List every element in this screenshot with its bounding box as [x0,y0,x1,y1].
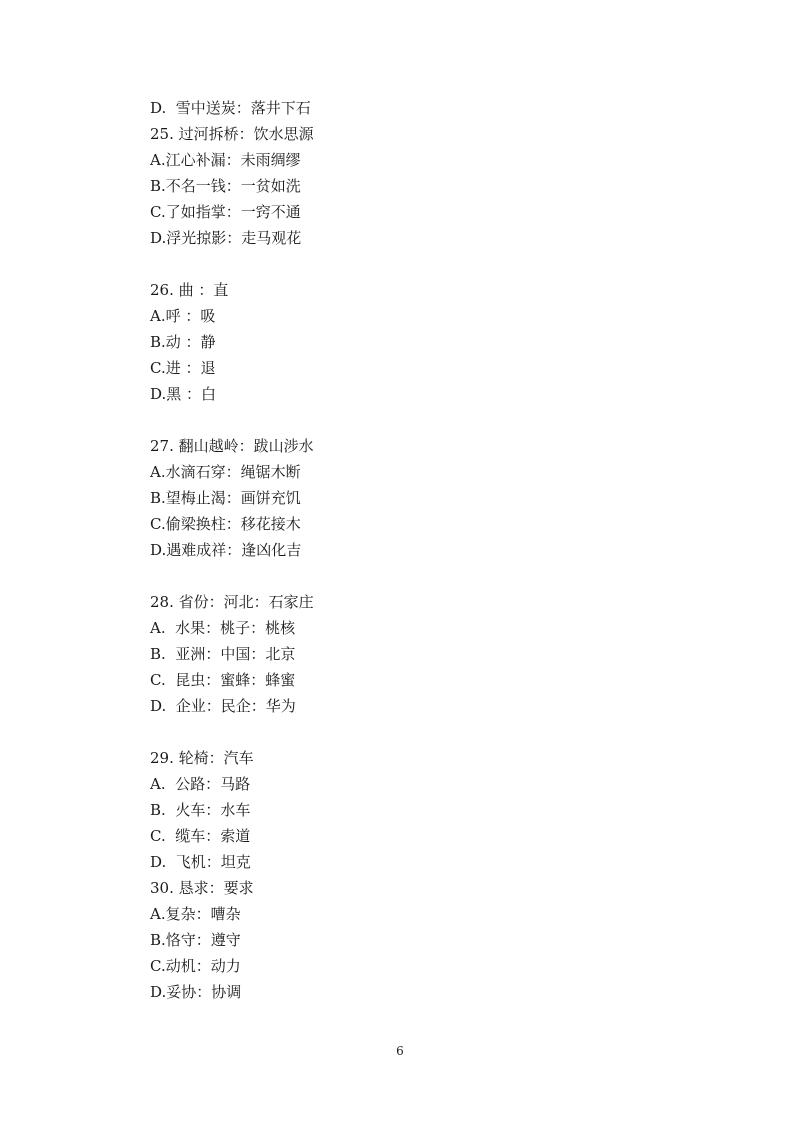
q26-stem: 26. 曲 ：直 [150,281,229,299]
q26-option-d: D.黑 ：白 [150,385,217,403]
q29-option-d: D. 飞机：坦克 [150,853,251,871]
page-number: 6 [396,1044,404,1058]
q26-option-b: B.动 ：静 [150,333,216,351]
q25-stem: 25. 过河拆桥：饮水思源 [150,125,314,143]
document-body [150,95,710,1005]
blank-line [150,407,710,433]
q28-option-c: C. 昆虫：蜜蜂：蜂蜜 [150,671,296,689]
q30-option-d: D.妥协：协调 [150,983,242,1001]
blank-line [150,719,710,745]
q30-option-a: A.复杂：嘈杂 [150,905,241,923]
q25-option-a: A.江心补漏：未雨绸缪 [150,151,301,169]
q30-stem: 30. 恳求：要求 [150,879,254,897]
q27-option-b: B.望梅止渴：画饼充饥 [150,489,301,507]
q29-option-b: B. 火车：水车 [150,801,251,819]
q27-option-d: D.遇难成祥：逢凶化吉 [150,541,302,559]
q27-option-a: A.水滴石穿：绳锯木断 [150,463,301,481]
q27-stem: 27. 翻山越岭：跋山涉水 [150,437,314,455]
q27-option-c: C.偷梁换柱：移花接木 [150,515,301,533]
q28-option-d: D. 企业：民企：华为 [150,697,296,715]
q29-option-a: A. 公路：马路 [150,775,251,793]
q25-option-c: C.了如指掌：一窍不通 [150,203,301,221]
blank-line [150,251,710,277]
q26-option-a: A.呼 ：吸 [150,307,216,325]
q25-option-d: D.浮光掠影：走马观花 [150,229,302,247]
q29-stem: 29. 轮椅：汽车 [150,749,254,767]
q30-option-b: B.恪守：遵守 [150,931,241,949]
q25-option-b: B.不名一钱：一贫如洗 [150,177,301,195]
q26-option-c: C.进 ：退 [150,359,216,377]
q29-option-c: C. 缆车：索道 [150,827,251,845]
q24-option-d: D. 雪中送炭：落井下石 [150,99,311,117]
q28-stem: 28. 省份：河北：石家庄 [150,593,314,611]
q30-option-c: C.动机：动力 [150,957,241,975]
blank-line [150,563,710,589]
q28-option-a: A. 水果：桃子：桃核 [150,619,296,637]
q28-option-b: B. 亚洲：中国：北京 [150,645,296,663]
